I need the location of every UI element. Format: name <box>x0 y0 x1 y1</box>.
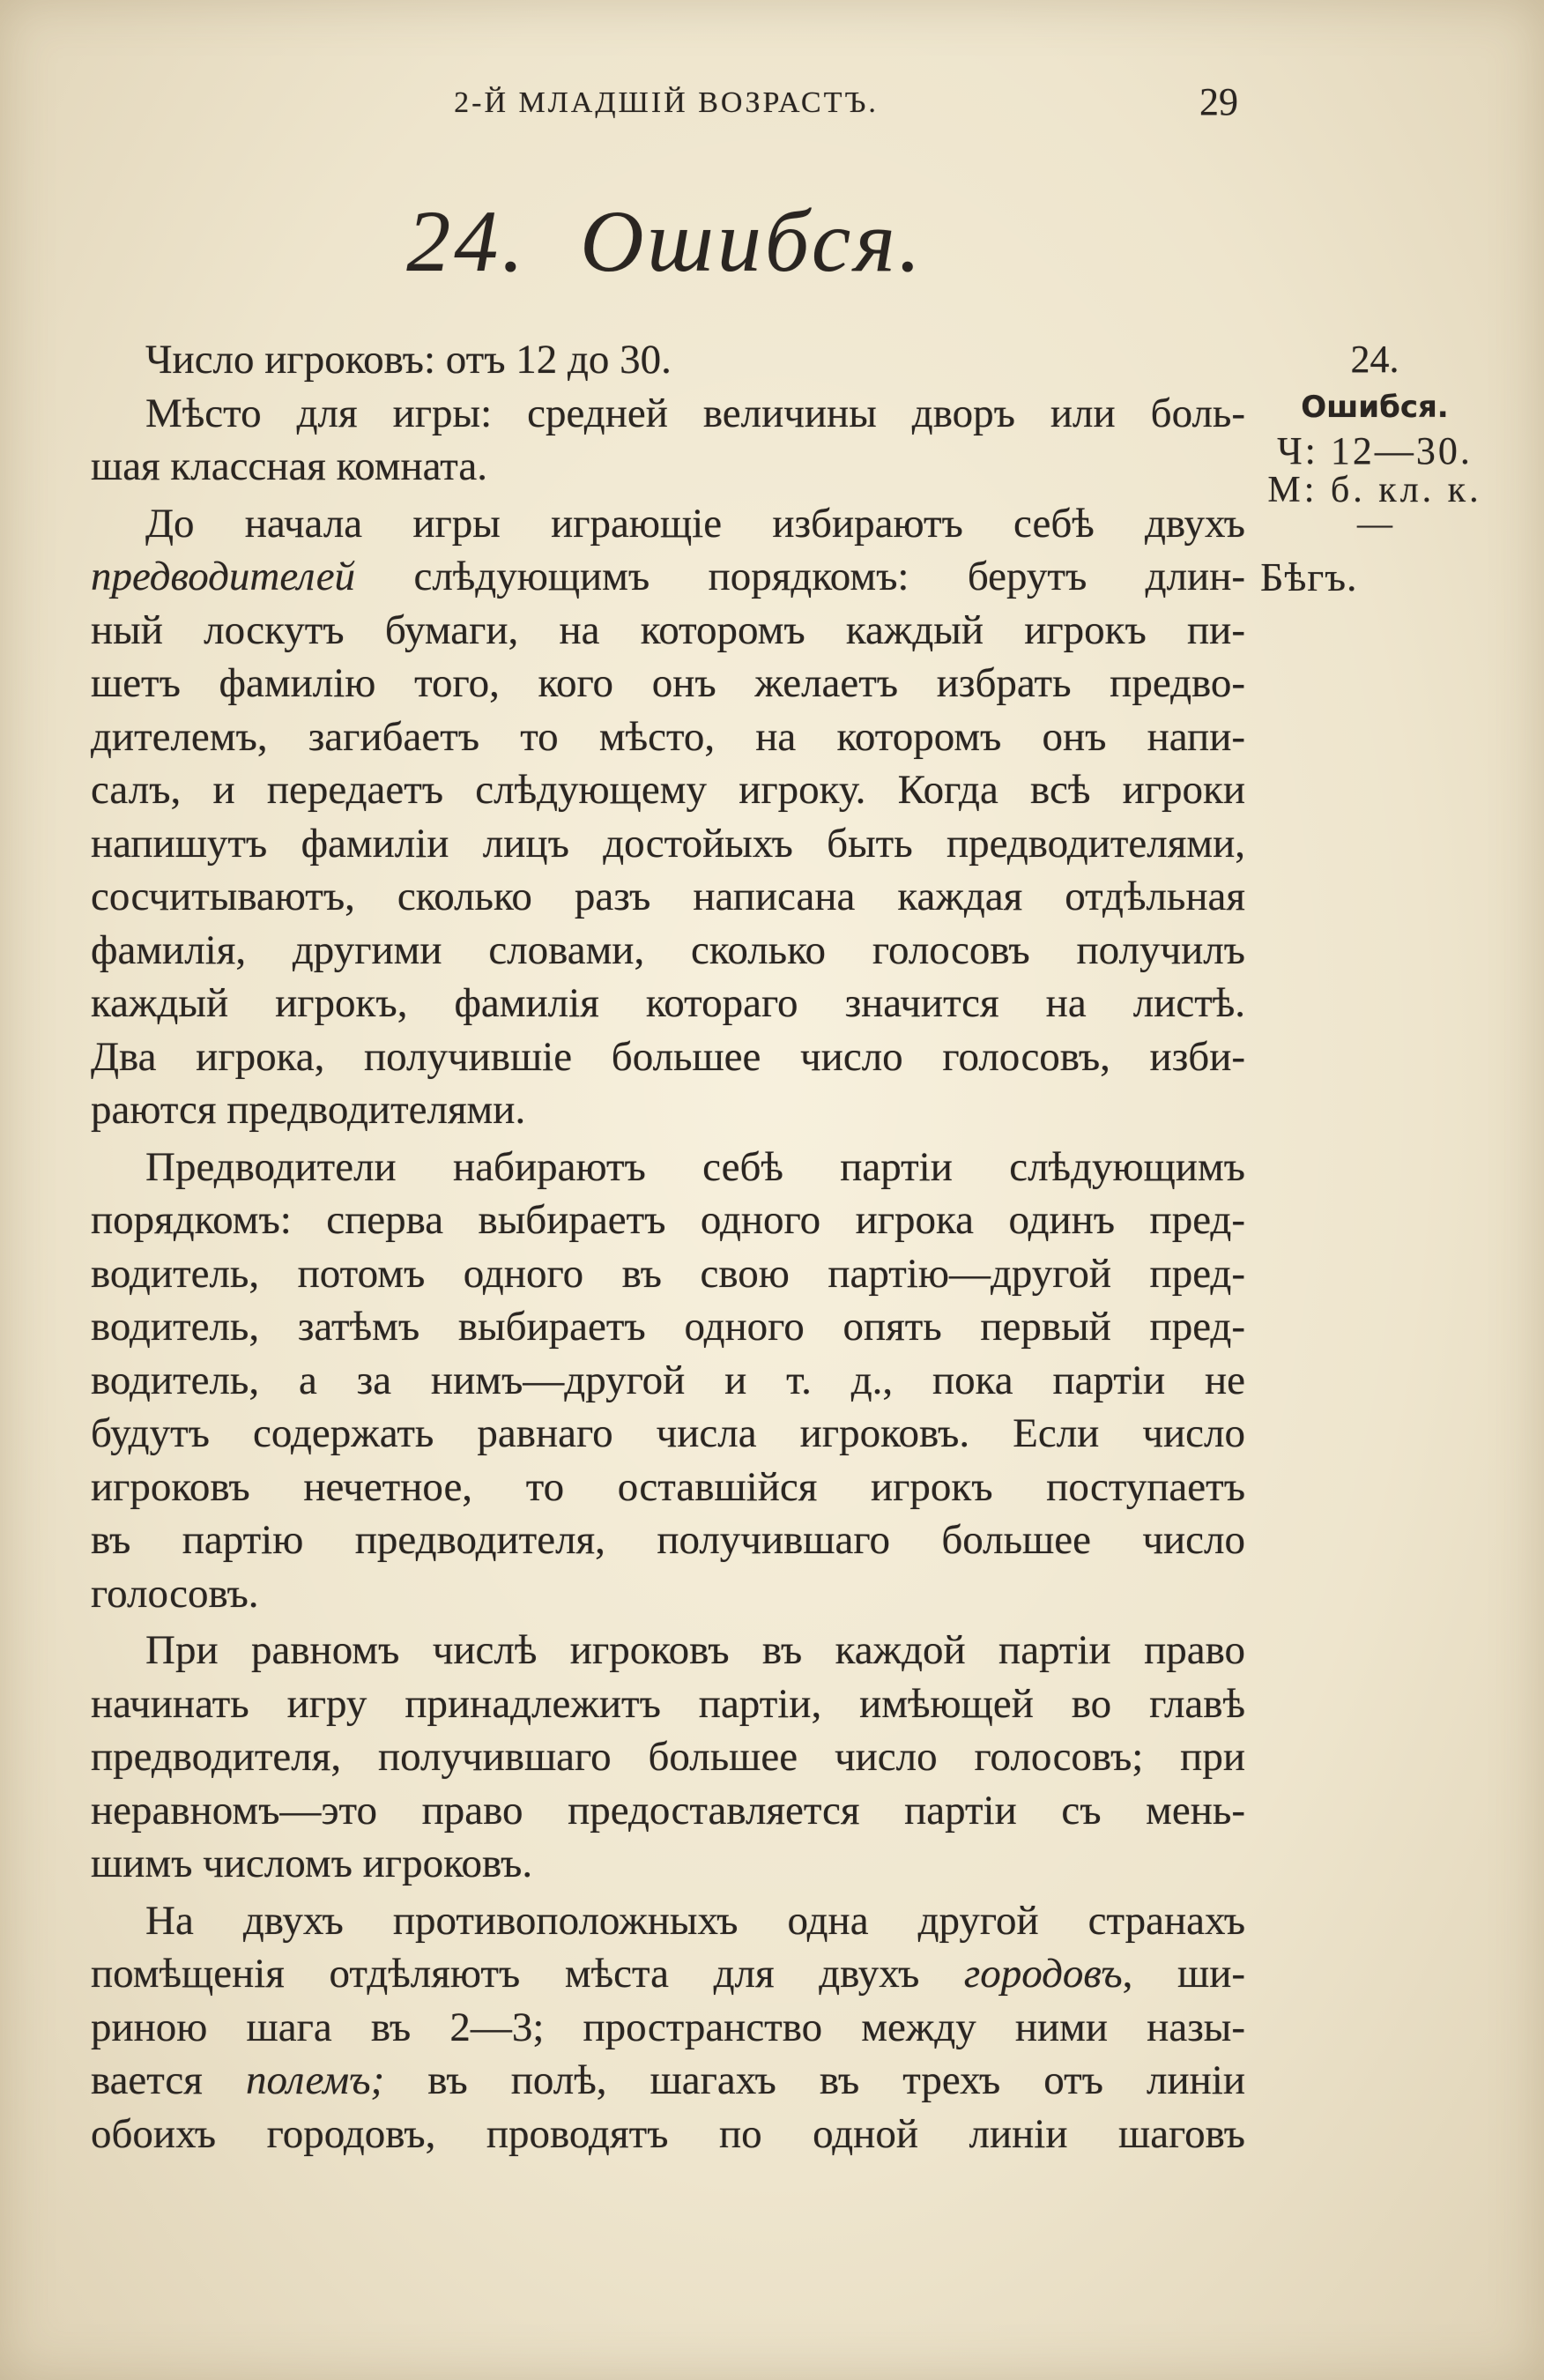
body-line: водитель, потомъ одного въ свою партію—другой пред- <box>91 1250 1245 1297</box>
running-title: 2-Й МЛАДШІЙ ВОЗРАСТЪ. <box>454 86 879 119</box>
chapter-number: 24. <box>406 192 528 290</box>
chapter-title <box>269 187 1062 296</box>
body-line: раются предводителями. <box>91 1087 526 1133</box>
body-line: сосчитываютъ, сколько разъ написана каждая отдѣльная <box>91 874 1245 919</box>
italic-term: предводителей <box>91 554 356 599</box>
body-line-text: въ полѣ, шагахъ въ трехъ отъ линіи <box>384 2057 1246 2103</box>
body-line-text: , ши- <box>1122 1951 1245 1997</box>
body-line: Число игроковъ: отъ 12 до 30. <box>145 337 672 383</box>
italic-term: городовъ <box>963 1951 1123 1997</box>
body-line: На двухъ противоположныхъ одна другой странахъ <box>145 1897 1245 1944</box>
body-line: салъ, и передаетъ слѣдующему игроку. Когда всѣ игроки <box>91 767 1245 813</box>
body-line: водитель, затѣмъ выбираетъ одного опять первый пред- <box>91 1304 1245 1350</box>
body-line: обоихъ городовъ, проводятъ по одной линіи шаговъ <box>91 2110 1245 2157</box>
body-line: риною шага въ 2—3; пространство между ними назы- <box>91 2004 1245 2050</box>
body-line: начинать игру принадлежитъ партіи, имѣющей во главѣ <box>91 1680 1245 1727</box>
margin-note-players: Ч: 12—30. <box>1277 429 1473 472</box>
chapter-name: Ошибся. <box>580 192 924 290</box>
body-line <box>91 1947 1245 2001</box>
body-line: будутъ содержать равнаго числа игроковъ. Если число <box>91 1410 1245 1456</box>
margin-note-place: М: б. кл. к. <box>1267 470 1482 510</box>
body-line: шимъ числомъ игроковъ. <box>91 1841 533 1886</box>
margin-note-number: 24. <box>1350 338 1399 381</box>
body-line: неравномъ—это право предоставляется партіи съ мень- <box>91 1787 1245 1833</box>
body-line: Мѣсто для игры: средней величины дворъ или боль- <box>145 390 1245 436</box>
body-line-text: помѣщенія отдѣляютъ мѣста для двухъ <box>91 1951 964 1997</box>
body-line: игроковъ нечетное, то оставшійся игрокъ поступаетъ <box>91 1463 1245 1510</box>
italic-term: полемъ; <box>245 2057 385 2103</box>
body-line: Два игрока, получившіе большее число голосовъ, изби- <box>91 1033 1245 1080</box>
body-line <box>91 2054 1245 2108</box>
body-line: шая классная комната. <box>91 443 487 489</box>
margin-note-name: Ошибся. <box>1301 390 1449 425</box>
body-line: голосовъ. <box>91 1570 259 1617</box>
body-line: До начала игры играющіе избираютъ себѣ двухъ <box>145 500 1245 547</box>
body-line: шетъ фамилію того, кого онъ желаетъ избрать предво- <box>91 660 1245 706</box>
body-line: фамилія, другими словами, сколько голосовъ получилъ <box>91 926 1245 973</box>
margin-note-separator: — <box>1357 503 1392 543</box>
body-line: водитель, а за нимъ—другой и т. д., пока партіи не <box>91 1357 1245 1403</box>
body-line <box>91 550 1245 604</box>
body-line: въ партію предводителя, получившаго большее число <box>91 1517 1245 1563</box>
body-line: предводителя, получившаго большее число голосовъ; при <box>91 1734 1245 1780</box>
body-line: каждый игрокъ, фамилія котораго значится на листѣ. <box>91 980 1245 1026</box>
body-line: напишутъ фамиліи лицъ достойыхъ быть предводителями, <box>91 820 1245 866</box>
body-line: При равномъ числѣ игроковъ въ каждой партіи право <box>145 1627 1245 1673</box>
body-text <box>91 333 1245 2161</box>
margin-note-kind: Бѣгъ. <box>1260 554 1358 599</box>
body-line: ный лоскутъ бумаги, на которомъ каждый игрокъ пи- <box>91 606 1245 653</box>
body-line: порядкомъ: сперва выбираетъ одного игрока одинъ пред- <box>91 1197 1245 1243</box>
page-number: 29 <box>1199 80 1238 123</box>
body-line: дителемъ, загибаетъ то мѣсто, на которомъ онъ напи- <box>91 713 1245 760</box>
body-line: Предводители набираютъ себѣ партіи слѣдующимъ <box>145 1143 1245 1190</box>
body-line-text: слѣдующимъ порядкомъ: берутъ длин- <box>355 554 1245 599</box>
body-line-text: вается <box>91 2057 246 2103</box>
